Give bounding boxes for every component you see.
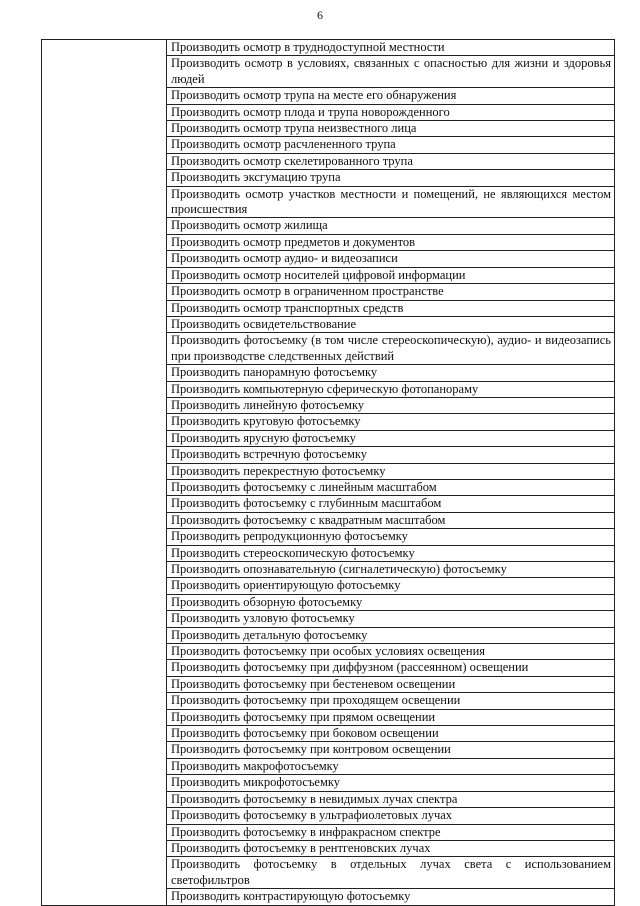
action-cell: Производить осмотр участков местности и помещений, не являющихся местом происшествия — [167, 186, 615, 218]
action-cell: Производить осмотр плода и трупа новорожденного — [167, 104, 615, 120]
action-cell: Производить фотосъемку при контровом освещении — [167, 742, 615, 758]
action-cell: Производить ярусную фотосъемку — [167, 430, 615, 446]
action-cell: Производить осмотр в труднодоступной местности — [167, 40, 615, 56]
action-cell: Производить фотосъемку в рентгеновских лучах — [167, 840, 615, 856]
action-cell: Производить фотосъемку при особых условиях освещения — [167, 644, 615, 660]
action-cell: Производить осмотр трупа неизвестного лица — [167, 121, 615, 137]
action-cell: Производить перекрестную фотосъемку — [167, 463, 615, 479]
action-cell: Производить встречную фотосъемку — [167, 447, 615, 463]
table-body — [42, 40, 615, 906]
action-cell: Производить осмотр в условиях, связанных с опасностью для жизни и здоровья людей — [167, 56, 615, 88]
action-cell: Производить стереоскопическую фотосъемку — [167, 545, 615, 561]
action-cell: Производить панорамную фотосъемку — [167, 365, 615, 381]
action-cell: Производить компьютерную сферическую фотопанораму — [167, 381, 615, 397]
action-cell: Производить микрофотосъемку — [167, 775, 615, 791]
action-cell: Производить репродукционную фотосъемку — [167, 529, 615, 545]
action-cell: Производить осмотр предметов и документов — [167, 234, 615, 250]
action-cell: Производить осмотр расчлененного трупа — [167, 137, 615, 153]
action-cell: Производить фотосъемку с линейным масштабом — [167, 479, 615, 495]
action-cell: Производить детальную фотосъемку — [167, 627, 615, 643]
action-cell: Производить освидетельствование — [167, 316, 615, 332]
action-cell: Производить осмотр скелетированного трупа — [167, 153, 615, 169]
action-cell: Производить фотосъемку (в том числе стереоскопическую), аудио- и видеозапись при производстве следственных действий — [167, 333, 615, 365]
action-cell: Производить линейную фотосъемку — [167, 397, 615, 413]
action-cell: Производить фотосъемку с глубинным масштабом — [167, 496, 615, 512]
action-cell: Производить фотосъемку при прямом освещении — [167, 709, 615, 725]
action-cell: Производить фотосъемку в инфракрасном спектре — [167, 824, 615, 840]
action-cell: Производить контрастирующую фотосъемку — [167, 889, 615, 905]
action-cell: Производить эксгумацию трупа — [167, 170, 615, 186]
action-cell: Производить круговую фотосъемку — [167, 414, 615, 430]
action-cell: Производить ориентирующую фотосъемку — [167, 578, 615, 594]
action-cell: Производить фотосъемку при диффузном (рассеянном) освещении — [167, 660, 615, 676]
action-cell: Производить осмотр аудио- и видеозаписи — [167, 251, 615, 267]
table-row — [42, 40, 615, 56]
action-cell: Производить фотосъемку при боковом освещении — [167, 726, 615, 742]
action-cell: Производить макрофотосъемку — [167, 758, 615, 774]
action-cell: Производить фотосъемку в ультрафиолетовых лучах — [167, 808, 615, 824]
action-cell: Производить осмотр носителей цифровой информации — [167, 267, 615, 283]
action-cell: Производить осмотр транспортных средств — [167, 300, 615, 316]
action-cell: Производить фотосъемку в невидимых лучах спектра — [167, 791, 615, 807]
action-cell: Производить осмотр жилища — [167, 218, 615, 234]
action-cell: Производить узловую фотосъемку — [167, 611, 615, 627]
action-cell: Производить фотосъемку при бестеневом освещении — [167, 676, 615, 692]
action-cell: Производить опознавательную (сигналетическую) фотосъемку — [167, 562, 615, 578]
action-cell: Производить фотосъемку с квадратным масштабом — [167, 512, 615, 528]
action-cell: Производить фотосъемку при проходящем освещении — [167, 693, 615, 709]
left-column-cell — [42, 40, 167, 906]
action-cell: Производить осмотр в ограниченном пространстве — [167, 284, 615, 300]
action-cell: Производить осмотр трупа на месте его обнаружения — [167, 88, 615, 104]
competency-table — [41, 39, 615, 906]
action-cell: Производить обзорную фотосъемку — [167, 594, 615, 610]
action-cell: Производить фотосъемку в отдельных лучах света с использованием светофильтров — [167, 857, 615, 889]
page-number: 6 — [317, 8, 323, 22]
